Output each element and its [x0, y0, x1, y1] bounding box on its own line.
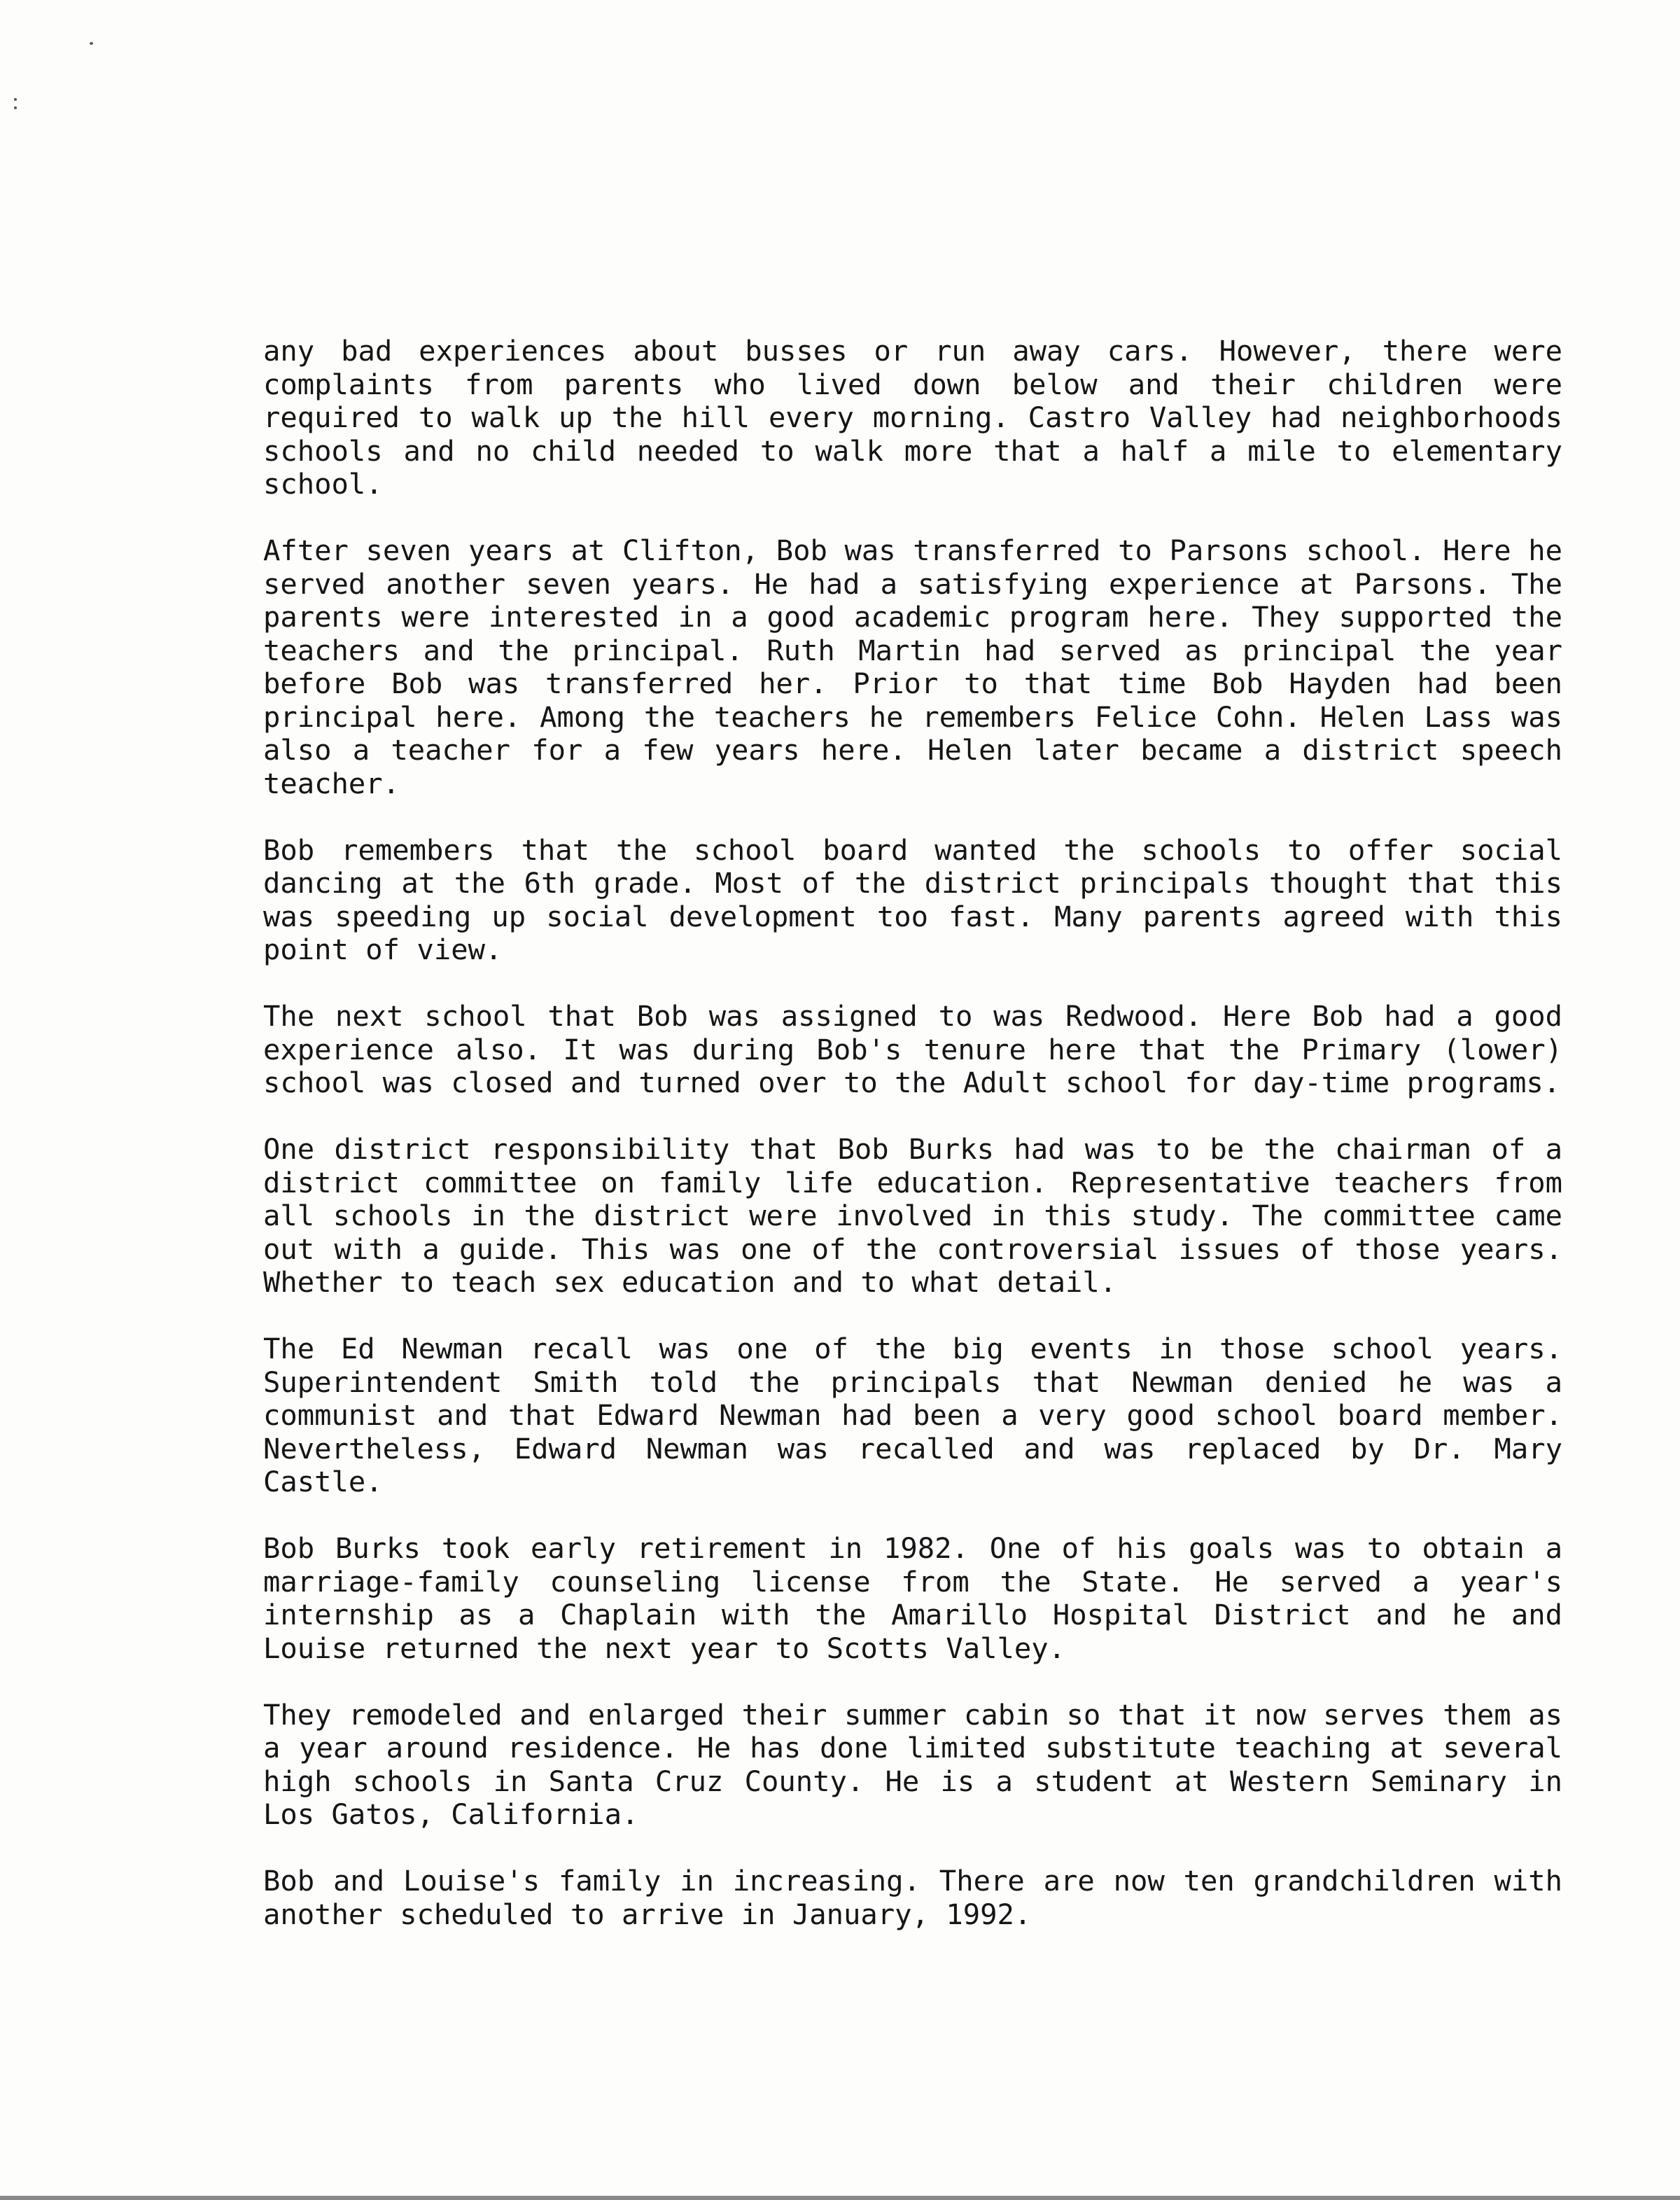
paragraph: After seven years at Clifton, Bob was transferred to Parsons school. Here he served another seven years. He had a satisfying experience at Parsons. The parents were interested in a good academic program here. They supported the teachers and the principal. Ruth Martin had served as principal the year before Bob was transferred her. Prior to that time Bob Hayden had been principal here. Among the teachers he remembers Felice Cohn. Helen Lass was also a teacher for a few years here. Helen later became a district speech teacher.: [263, 534, 1562, 800]
paragraph: Bob remembers that the school board wanted the schools to offer social dancing at the 6th grade. Most of the district principals thought that this was speeding up social development too fast. Many parents agreed with this point of view.: [263, 833, 1562, 966]
document-body: [263, 335, 1562, 1965]
paper-speck: [14, 106, 17, 109]
paragraph: any bad experiences about busses or run away cars. However, there were complaints from parents who lived down below and their children were required to walk up the hill every morning. Castro Valley had neighborhoods schools and no child needed to walk more that a half a mile to elementary school.: [263, 334, 1562, 501]
paragraph: The Ed Newman recall was one of the big events in those school years. Superintendent Smith told the principals that Newman denied he was a communist and that Edward Newman had been a very good school board member. Nevertheless, Edward Newman was recalled and was replaced by Dr. Mary Castle.: [263, 1332, 1562, 1498]
paper-speck: [90, 42, 93, 45]
paragraph: Bob Burks took early retirement in 1982. One of his goals was to obtain a marriage-family counseling license from the State. He served a year's internship as a Chaplain with the Amarillo Hospital District and he and Louise returned the next year to Scotts Valley.: [263, 1531, 1562, 1665]
paragraph: Bob and Louise's family in increasing. There are now ten grandchildren with another scheduled to arrive in January, 1992.: [263, 1864, 1562, 1931]
page-bottom-edge: [0, 2196, 1680, 2200]
paragraph: The next school that Bob was assigned to was Redwood. Here Bob had a good experience also. It was during Bob's tenure here that the Primary (lower) school was closed and turned over to the Adult school for day-time programs.: [263, 999, 1562, 1099]
paragraph: They remodeled and enlarged their summer cabin so that it now serves them as a year around residence. He has done limited substitute teaching at several high schools in Santa Cruz County. He is a student at Western Seminary in Los Gatos, California.: [263, 1697, 1562, 1831]
paper-speck: [14, 98, 17, 101]
paragraph: One district responsibility that Bob Burks had was to be the chairman of a district committee on family life education. Representative teachers from all schools in the district were involved in this study. The committee came out with a guide. This was one of the controversial issues of those years. Whether to teach sex education and to what detail.: [263, 1132, 1562, 1299]
